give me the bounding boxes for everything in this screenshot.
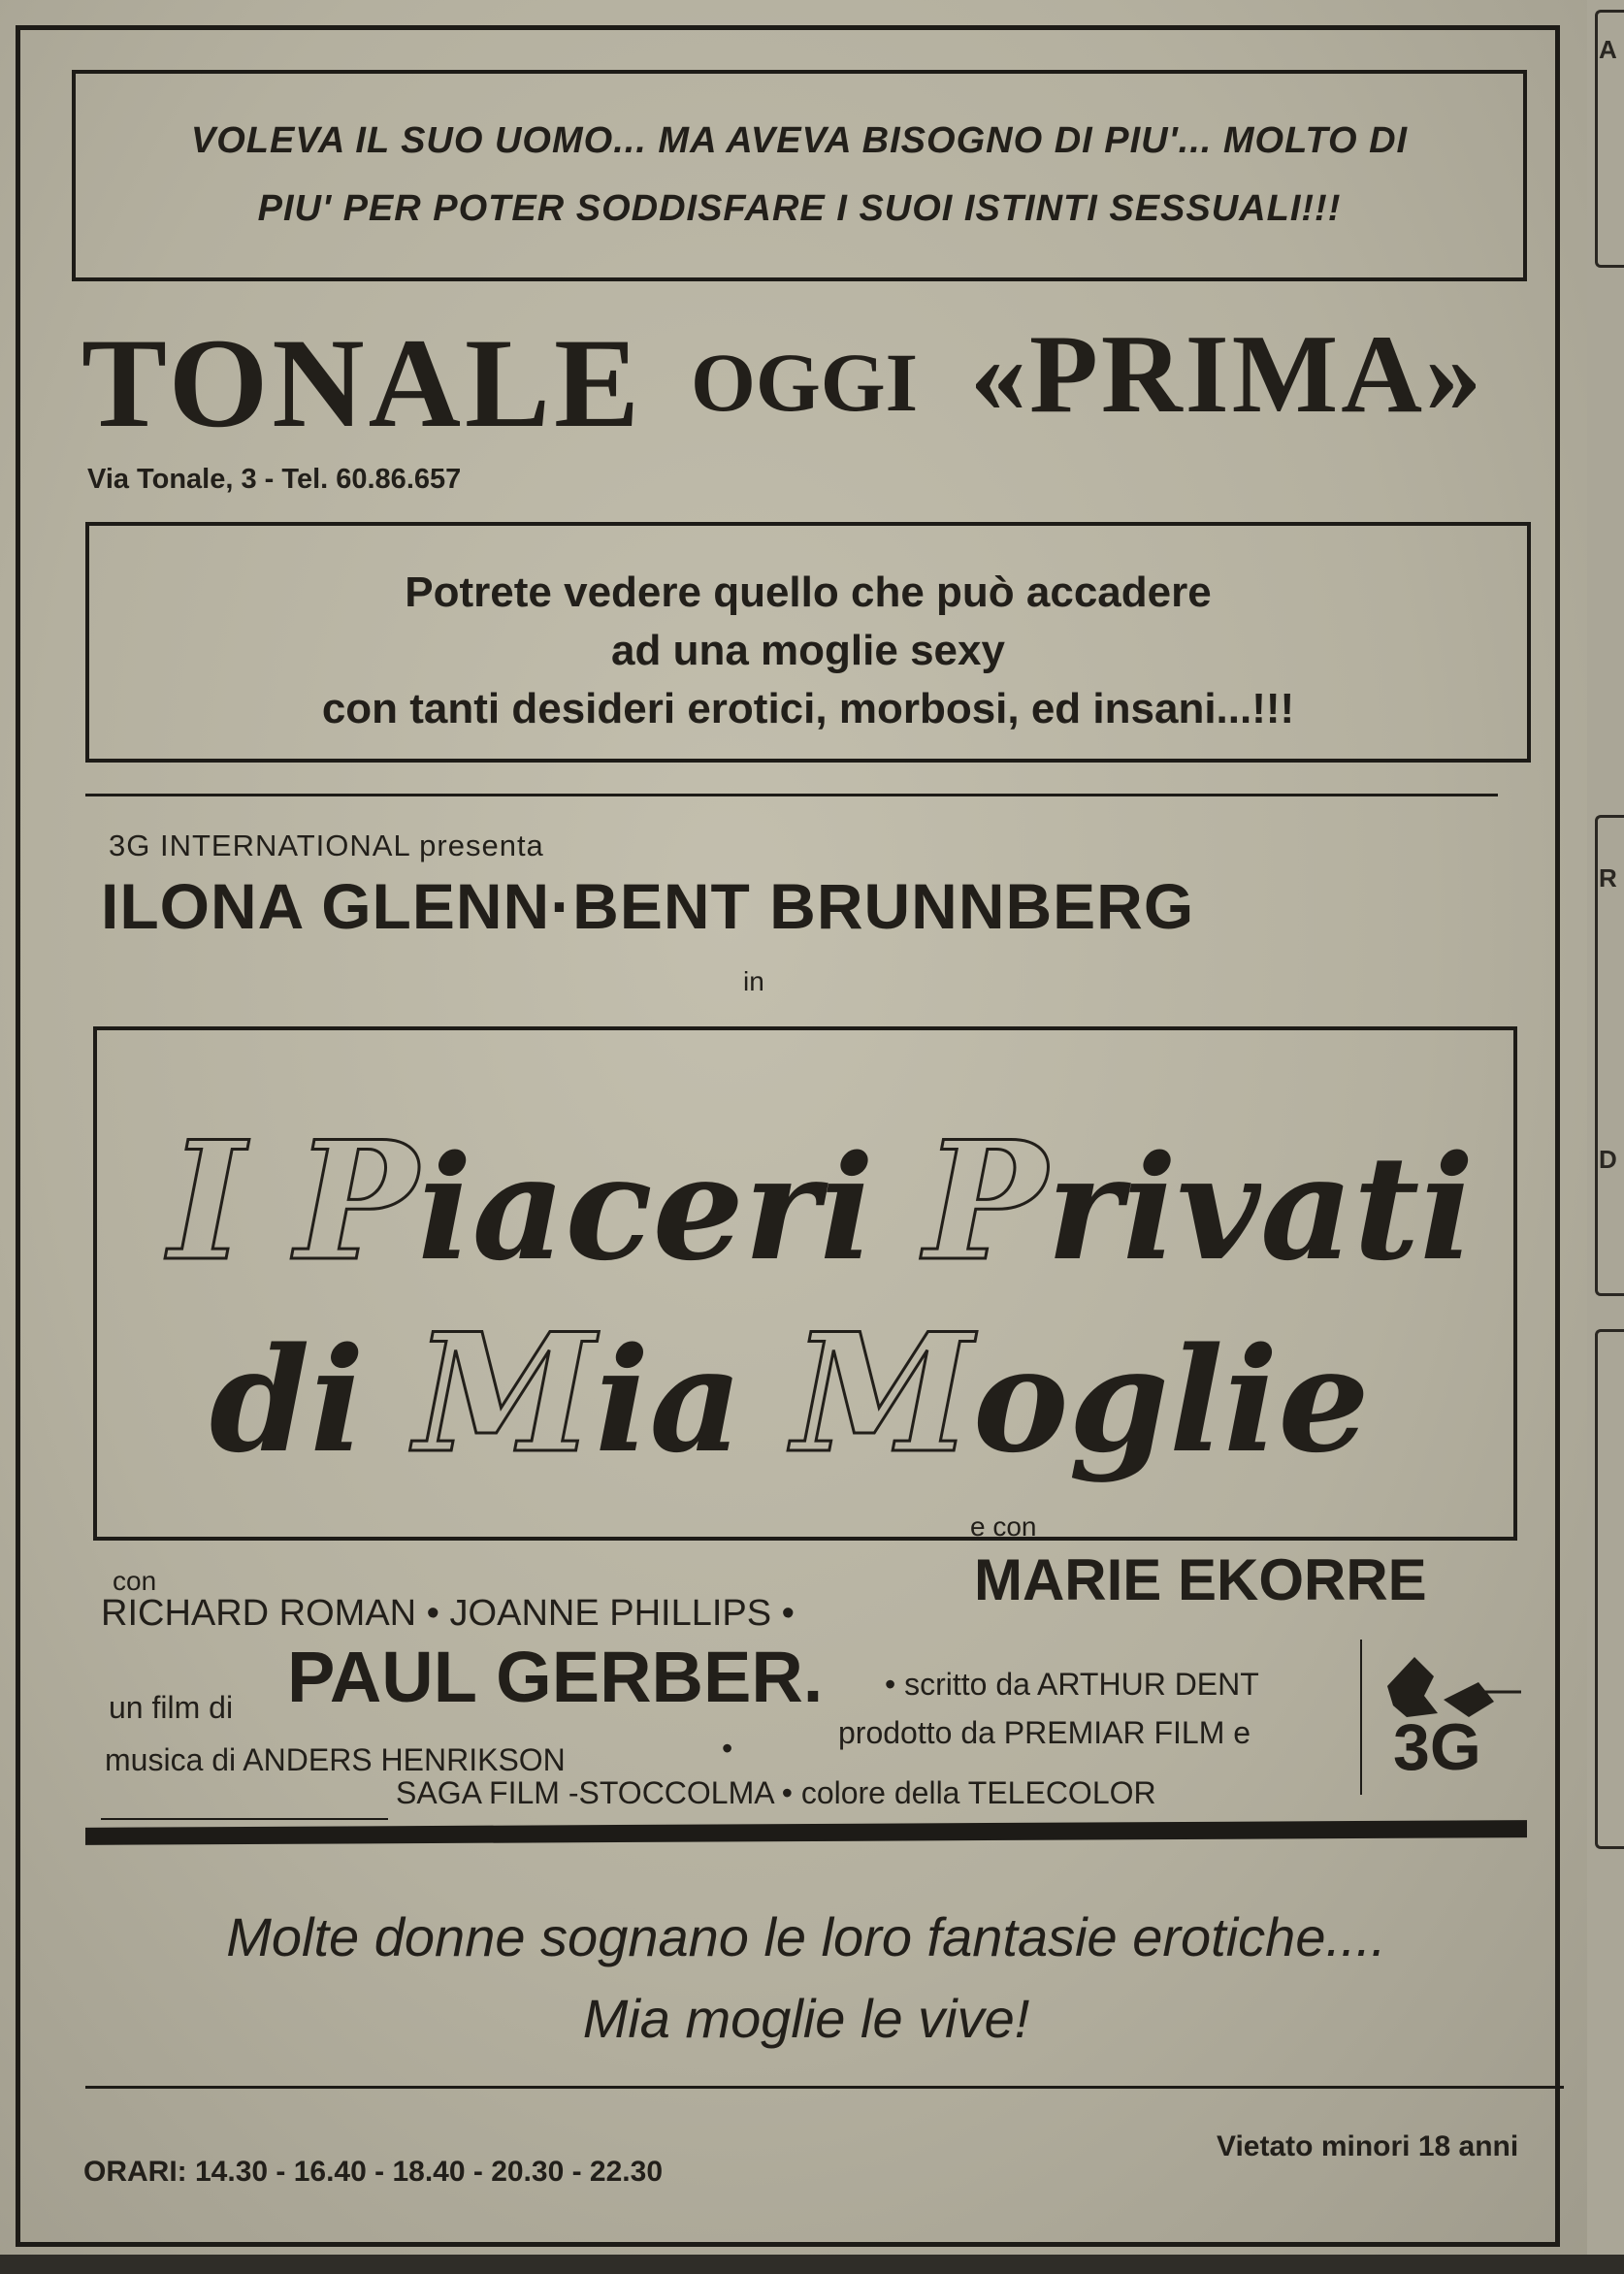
- today-label: OGGI: [691, 336, 919, 429]
- description-line: con tanti desideri erotici, morbosi, ed insani...!!!: [321, 685, 1295, 732]
- title-word: di: [210, 1316, 365, 1484]
- music-credit: musica di ANDERS HENRIKSON: [105, 1742, 566, 1777]
- adjacent-ad-fragment: [1595, 1329, 1624, 1849]
- distribution-credit: SAGA FILM -STOCCOLMA • colore della TELECOLOR: [396, 1775, 1156, 1810]
- adjacent-ad-letter: D: [1599, 1145, 1617, 1174]
- tagline-box: [72, 70, 1527, 281]
- 3g-logo: [1378, 1649, 1523, 1795]
- credit-rule: [101, 1818, 388, 1820]
- showtimes: ORARI: 14.30 - 16.40 - 18.40 - 20.30 - 22.30: [83, 2156, 663, 2188]
- description-line: Potrete vedere quello che può accadere: [405, 568, 1212, 616]
- title-word: ia: [595, 1316, 743, 1484]
- tagline-line: PIU' PER POTER SODDISFARE I SUOI ISTINTI SESSUALI!!!: [257, 188, 1342, 229]
- writer-credit: • scritto da ARTHUR DENT: [885, 1667, 1259, 1702]
- director-name: PAUL GERBER.: [287, 1637, 824, 1717]
- venue-address: Via Tonale, 3 - Tel. 60.86.657: [87, 464, 462, 495]
- in-label: in: [743, 966, 764, 996]
- title-initial: P: [924, 1105, 1047, 1297]
- slogan-line: Molte donne sognano le loro fantasie erotiche....: [226, 1906, 1386, 1967]
- logo-separator: [1360, 1640, 1362, 1795]
- tagline-line: VOLEVA IL SUO UOMO... MA AVEVA BISOGNO DI PIU'... MOLTO DI: [190, 120, 1409, 161]
- tagline: [76, 74, 1523, 243]
- age-rating: Vietato minori 18 anni: [1217, 2130, 1519, 2162]
- film-title-line: [169, 1105, 1475, 1297]
- director-prefix: un film di: [109, 1690, 234, 1725]
- page-bottom-edge: [0, 2255, 1624, 2274]
- venue-name: TONALE: [81, 311, 644, 454]
- film-title-line: [210, 1297, 1370, 1489]
- supporting-cast: RICHARD ROMAN • JOANNE PHILLIPS •: [101, 1593, 795, 1634]
- slogan-block: [85, 1863, 1527, 2076]
- description-line: ad una moglie sexy: [611, 627, 1005, 674]
- producer-credit: prodotto da PREMIAR FILM e: [838, 1715, 1251, 1750]
- divider: [85, 794, 1498, 796]
- divider: [85, 2086, 1564, 2089]
- logo-text: 3G: [1393, 1710, 1481, 1784]
- slogan-line: Mia moglie le vive!: [582, 1988, 1030, 2049]
- title-initial: M: [414, 1297, 596, 1489]
- title-word: iaceri: [417, 1123, 875, 1292]
- adjacent-ad-letter: R: [1599, 863, 1617, 893]
- presenter: 3G INTERNATIONAL presenta: [109, 828, 544, 862]
- credit-bullet: •: [722, 1731, 733, 1766]
- with-label: con: [113, 1566, 157, 1596]
- title-word: rivati: [1046, 1123, 1475, 1292]
- title-initial: P: [295, 1105, 418, 1297]
- title-initial: I: [169, 1105, 245, 1297]
- lead-actors: ILONA GLENN·BENT BRUNNBERG: [101, 870, 1195, 942]
- and-with-label: e con: [970, 1511, 1037, 1542]
- adjacent-ad-letter: A: [1599, 35, 1617, 64]
- title-word: oglie: [972, 1316, 1370, 1484]
- title-initial: M: [792, 1297, 973, 1489]
- description-box: [85, 522, 1531, 763]
- premiere-label: «PRIMA»: [970, 312, 1485, 437]
- film-title-box: [93, 1026, 1517, 1541]
- featured-cast: MARIE EKORRE: [974, 1547, 1427, 1612]
